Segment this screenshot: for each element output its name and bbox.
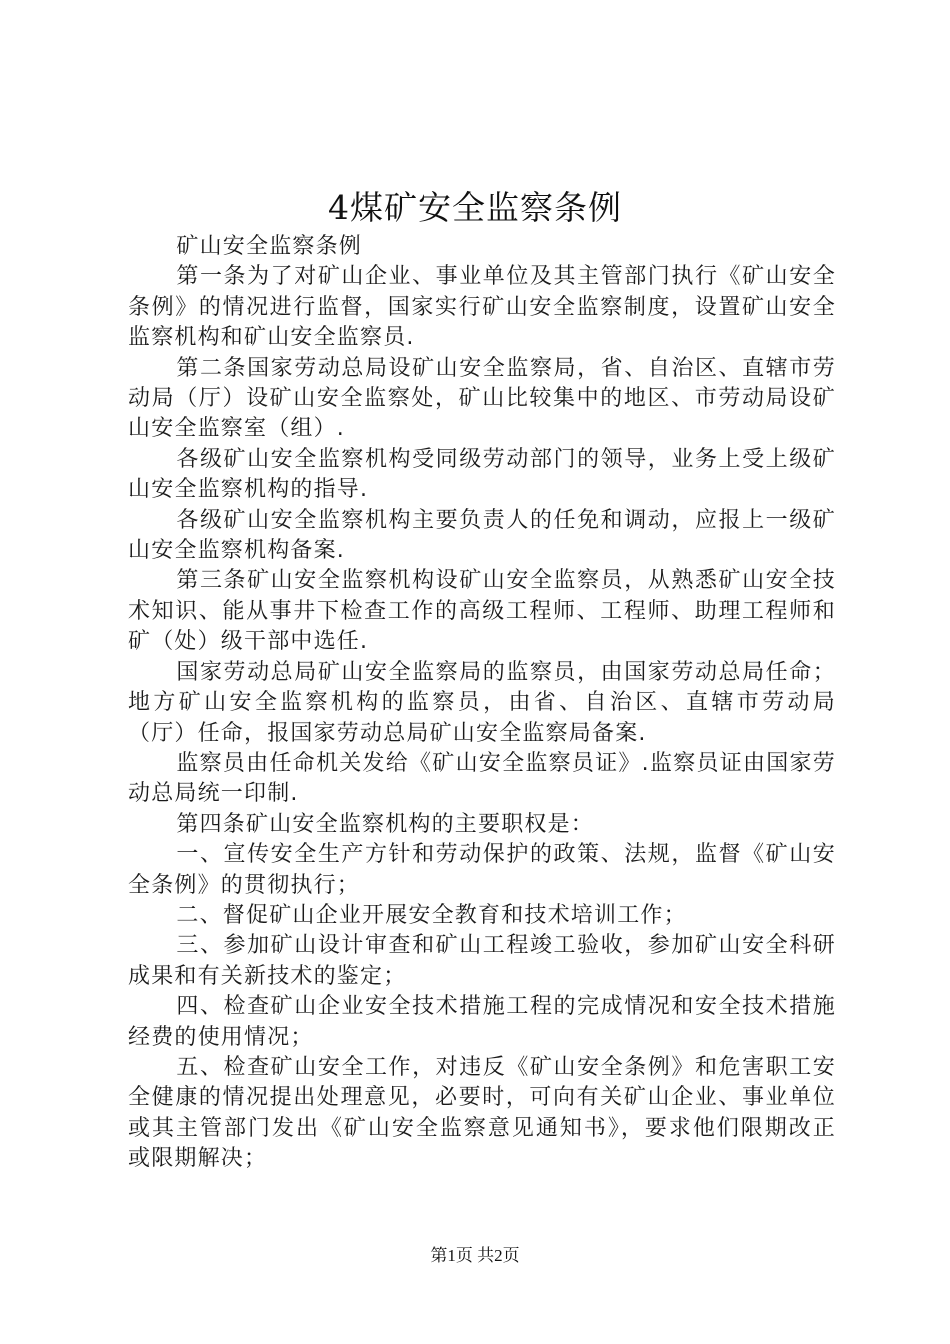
paragraph: 各级矿山安全监察机构主要负责人的任免和调动，应报上一级矿山安全监察机构备案. (128, 507, 836, 564)
page-footer: 第1页 共2页 (430, 1246, 520, 1265)
paragraph: 各级矿山安全监察机构受同级劳动部门的领导，业务上受上级矿山安全监察机构的指导. (128, 446, 836, 503)
paragraph: 四、检查矿山企业安全技术措施工程的完成情况和安全技术措施经费的使用情况； (128, 994, 836, 1050)
paragraph: 一、宣传安全生产方针和劳动保护的政策、法规，监督《矿山安全条例》的贯彻执行； (128, 842, 836, 898)
paragraph: 第二条国家劳动总局设矿山安全监察局，省、自治区、直辖市劳动局（厅）设矿山安全监察处，矿山比较集中的地区、市劳动局设矿山安全监察室（组）. (128, 355, 836, 442)
paragraph: 第一条为了对矿山企业、事业单位及其主管部门执行《矿山安全条例》的情况进行监督，国家实行矿山安全监察制度，设置矿山安全监察机构和矿山安全监察员. (128, 264, 836, 351)
paragraph: 监察员由任命机关发给《矿山安全监察员证》.监察员证由国家劳动总局统一印制. (128, 750, 836, 807)
paragraph: 国家劳动总局矿山安全监察局的监察员，由国家劳动总局任命；地方矿山安全监察机构的监察员，由省、自治区、直辖市劳动局（厅）任命，报国家劳动总局矿山安全监察局备案. (128, 659, 836, 746)
paragraph: 五、检查矿山安全工作，对违反《矿山安全条例》和危害职工安全健康的情况提出处理意见，必要时，可向有关矿山企业、事业单位或其主管部门发出《矿山安全监察意见通知书》，要求他们限期改正或限期解决； (128, 1054, 836, 1172)
paragraph: 矿山安全监察条例 (176, 234, 362, 259)
document-body (128, 232, 836, 1175)
paragraph: 第三条矿山安全监察机构设矿山安全监察员，从熟悉矿山安全技术知识、能从事井下检查工作的高级工程师、工程师、助理工程师和矿（处）级干部中选任. (128, 568, 836, 655)
paragraph: 第四条矿山安全监察机构的主要职权是： (176, 811, 594, 837)
document-title: 4煤矿安全监察条例 (328, 188, 622, 227)
paragraph: 二、督促矿山企业开展安全教育和技术培训工作； (176, 902, 687, 928)
paragraph: 三、参加矿山设计审查和矿山工程竣工验收，参加矿山安全科研成果和有关新技术的鉴定； (128, 933, 836, 989)
